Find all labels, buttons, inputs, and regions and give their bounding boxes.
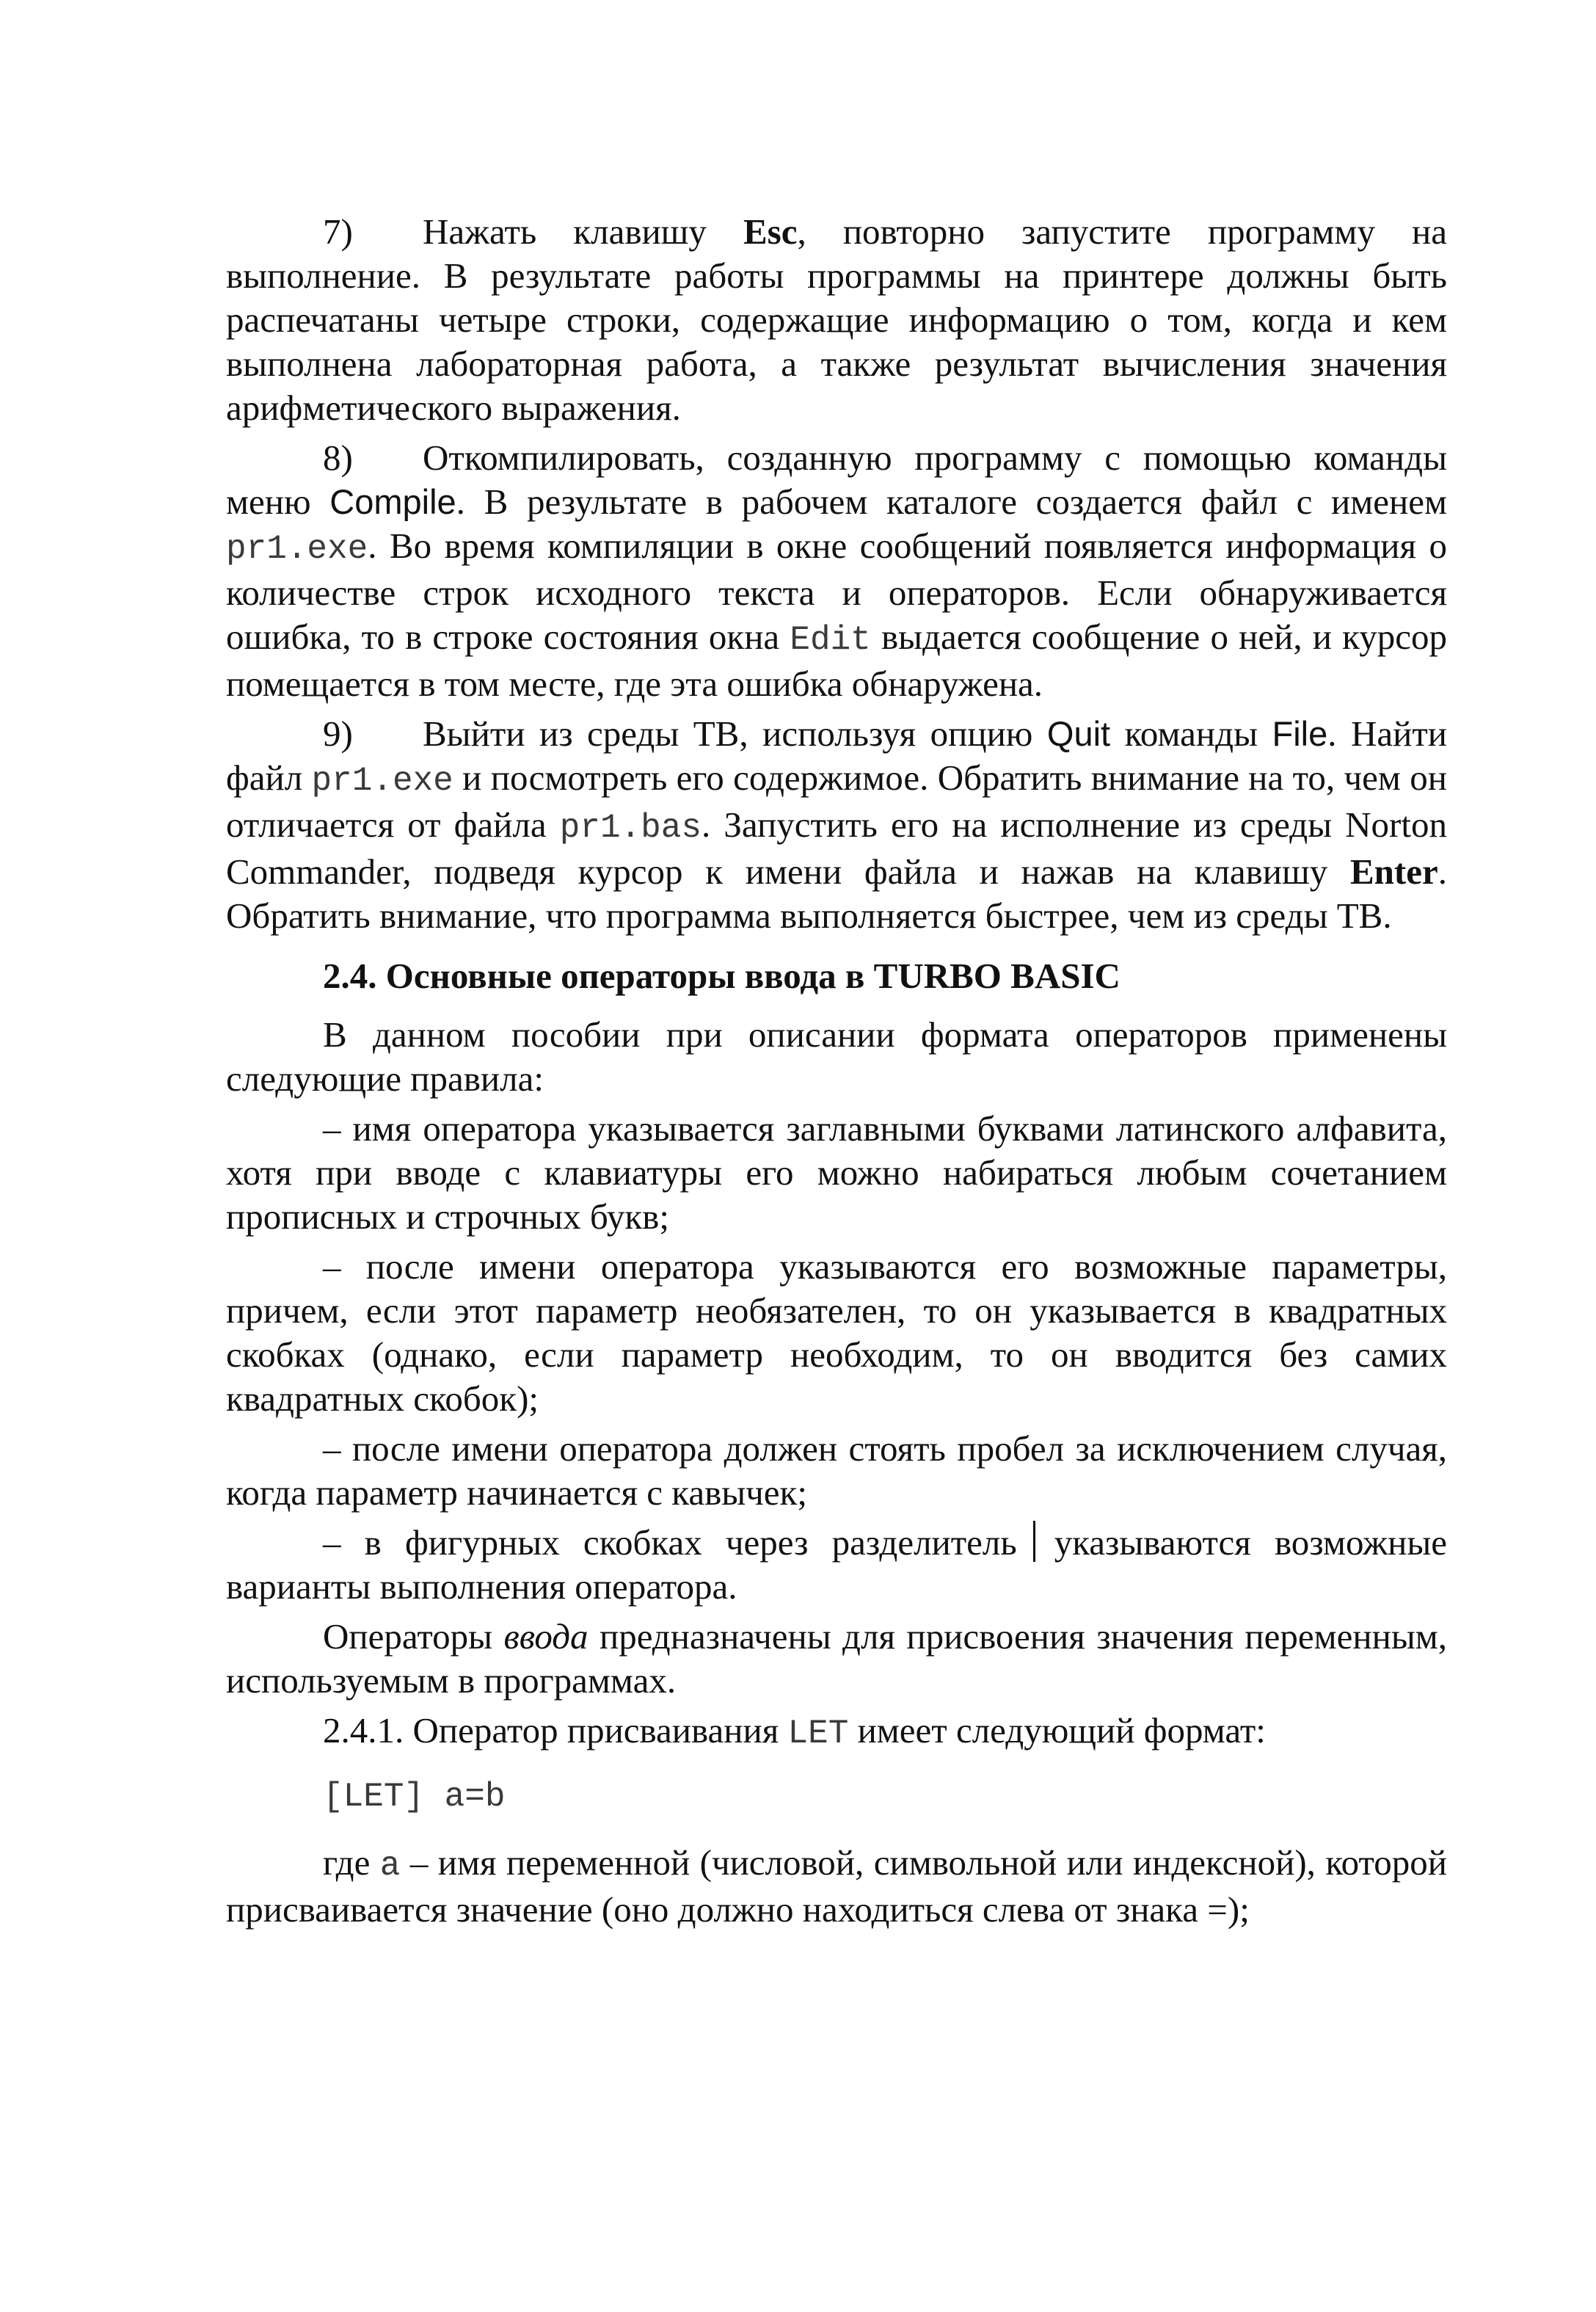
paragraph-step-9 — [226, 712, 1447, 938]
paragraph-step-8 — [226, 436, 1447, 706]
keyword: LET — [787, 1715, 849, 1753]
text: . Во время компиляции в окне сообщений появляется информация о количестве строк исходного текста и операторов. Если обнаруживается ошибка, то в строке состояния окна — [226, 526, 1447, 657]
paragraph-input-operators — [226, 1615, 1447, 1703]
text: 2.4.1. Оператор присваивания — [323, 1710, 788, 1751]
step-number: 8) — [323, 437, 353, 478]
file-name: pr1.exe — [226, 530, 368, 568]
section-heading: 2.4. Основные операторы ввода в TURBO BASIC — [323, 956, 1121, 996]
text: Выйти из среды ТВ, используя опцию — [423, 713, 1047, 754]
command-name: File — [1272, 714, 1328, 753]
emphasis: ввода — [503, 1616, 589, 1657]
separator-bar — [1033, 1521, 1035, 1562]
text: , повторно запустите программу на выполнение. В результате работы программы на принтере должны быть распечатаны четыре строки, содержащие информацию о том, когда и кем выполнена лабораторная работа, а также результат вычисления значения арифметического выражения. — [226, 211, 1447, 428]
text: . Обратить внимание, что программа выполняется быстрее, чем из среды ТВ. — [226, 851, 1447, 936]
step-number: 9) — [323, 713, 353, 754]
text: команды — [1110, 713, 1272, 754]
document-page — [226, 210, 1447, 1938]
text: Операторы — [323, 1616, 504, 1657]
paragraph-where — [226, 1841, 1447, 1932]
text: предназначены для присвоения значения переменным, используемым в программах. — [226, 1616, 1448, 1701]
rule-item — [226, 1521, 1447, 1609]
code-example: [LET] a=b — [323, 1778, 506, 1816]
menu-name: Compile — [329, 482, 456, 521]
text: где — [323, 1842, 380, 1883]
file-name: pr1.bas — [559, 809, 702, 847]
rule-item: – после имени оператора должен стоять пробел за исключением случая, когда параметр начинается с кавычек; — [226, 1428, 1447, 1513]
text: Нажать клавишу — [423, 211, 743, 252]
text: имеет следующий формат: — [848, 1710, 1266, 1751]
paragraph-intro: В данном пособии при описании формата операторов применены следующие правила: — [226, 1014, 1447, 1099]
text: выдается сообщение о ней, и курсор помещается в том месте, где эта ошибка обнаружена. — [226, 617, 1447, 704]
option-name: Quit — [1046, 714, 1111, 753]
text: указываются возможные варианты выполнения оператора. — [226, 1522, 1447, 1607]
text: . В результате в рабочем каталоге создается файл с именем — [456, 481, 1447, 522]
text: и посмотреть его содержимое. Обратить внимание на то, чем он отличается от файла — [226, 757, 1447, 845]
window-name: Edit — [790, 621, 871, 659]
paragraph-step-7 — [226, 210, 1447, 430]
key-name: Esc — [743, 211, 798, 252]
text: – в фигурных скобках через разделитель — [323, 1522, 1017, 1563]
file-name: pr1.exe — [311, 762, 453, 800]
rule-item: – имя оператора указывается заглавными буквами латинского алфавита, хотя при вводе с клавиатуры его можно набираться любым сочетанием прописных и строчных букв; — [226, 1108, 1447, 1237]
step-number: 7) — [323, 211, 353, 252]
key-name: Enter — [1350, 851, 1438, 892]
variable-name: a — [379, 1847, 401, 1885]
text: – имя переменной (числовой, символьной или индексной), которой присваивается значение (оно должно находиться слева от знака =); — [226, 1842, 1447, 1930]
text: . Найти файл — [226, 713, 1447, 798]
text: Откомпилировать, созданную программу с помощью команды меню — [226, 437, 1447, 522]
paragraph-let-operator — [226, 1709, 1447, 1756]
rule-item: – после имени оператора указываются его возможные параметры, причем, если этот параметр необязателен, то он указывается в квадратных скобках (однако, если параметр необходим, то он вводится без самих квадратных скобок); — [226, 1246, 1447, 1419]
text: . Запустить его на исполнение из среды Norton Commander, подведя курсор к имени файла и нажав на клавишу — [226, 804, 1447, 892]
